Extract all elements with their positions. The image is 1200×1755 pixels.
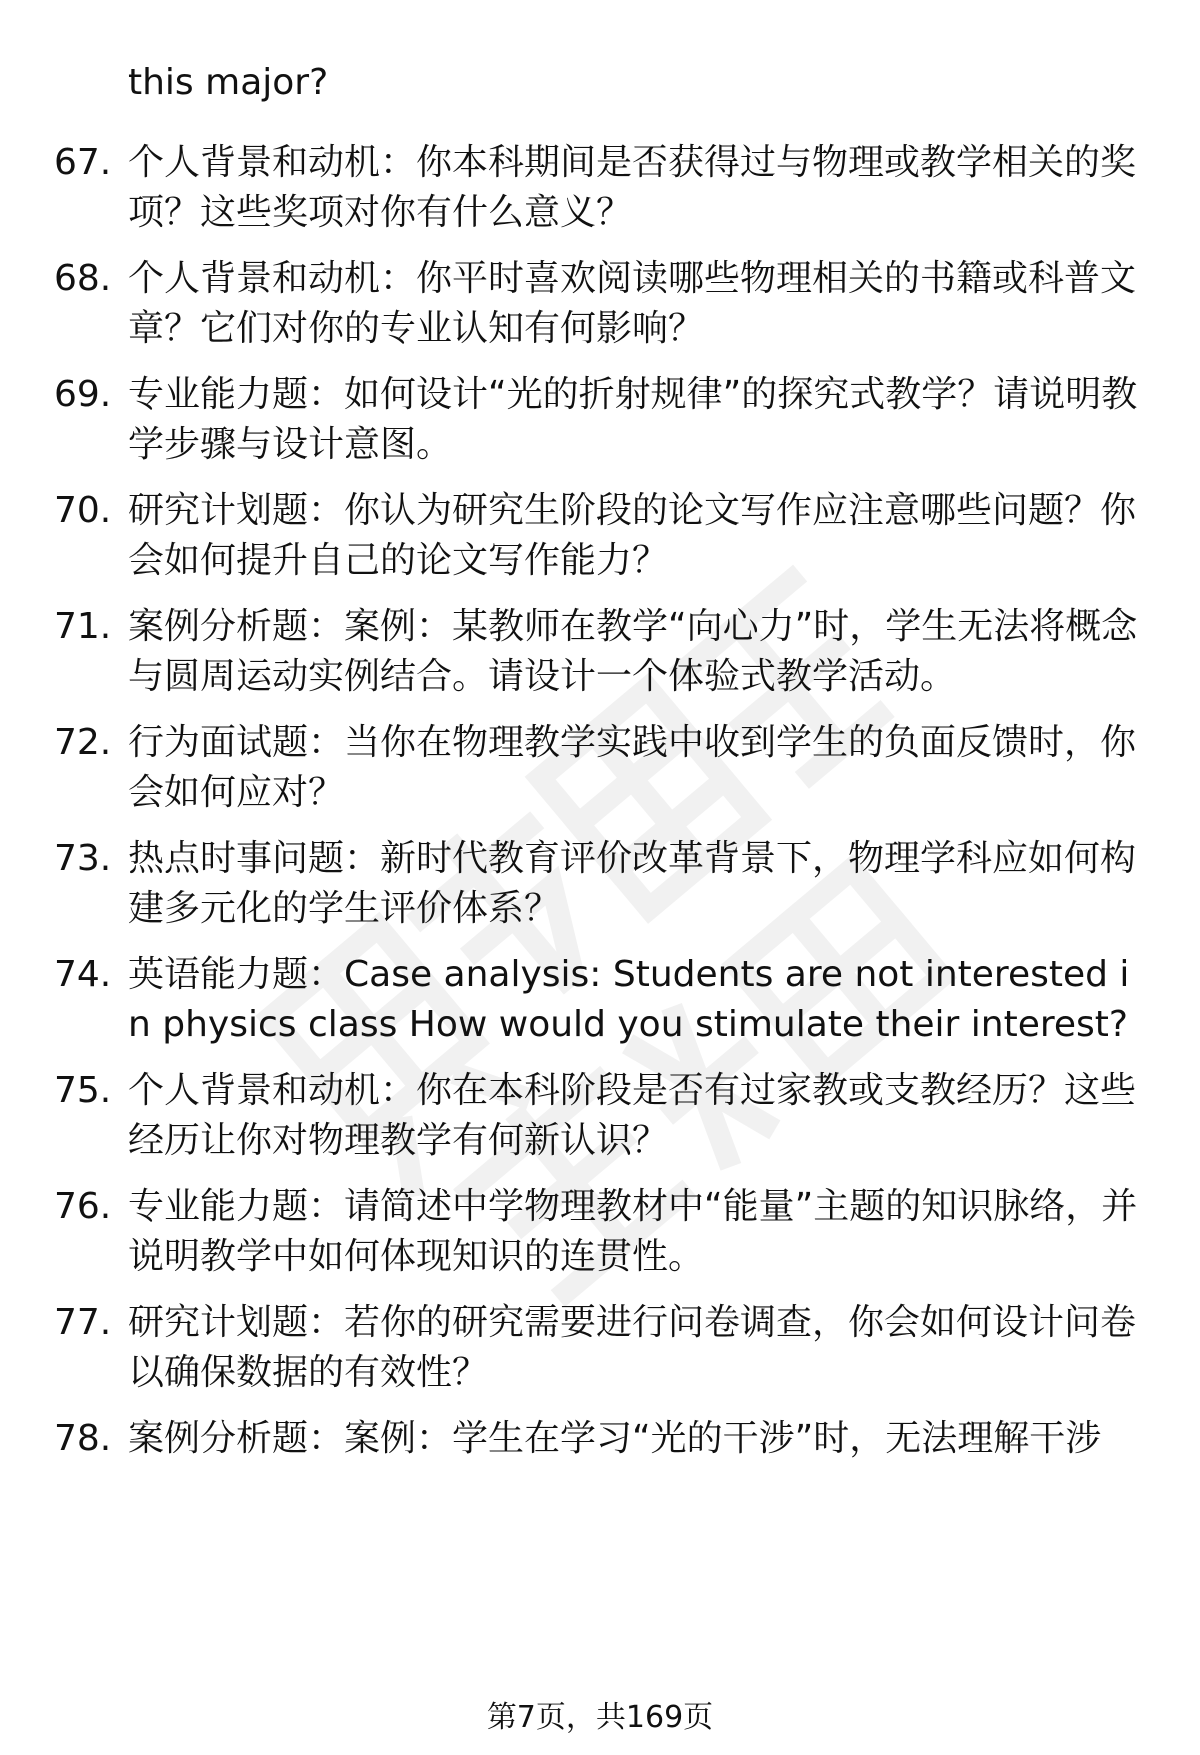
question-text: 案例分析题：案例：某教师在教学“向心力”时，学生无法将概念与圆周运动实例结合。请设计一个体验式教学活动。 (128, 606, 1138, 697)
question-text: 英语能力题：Case analysis: Students are not interested in physics class How would you stimulate their interest? (128, 954, 1130, 1045)
question-number: 72. (54, 722, 112, 763)
question-number: 73. (54, 838, 112, 879)
question-number: 77. (54, 1302, 112, 1343)
question-number: 74. (54, 954, 112, 995)
question-number: 68. (54, 258, 112, 299)
question-text: 热点时事问题：新时代教育评价改革背景下，物理学科应如何构建多元化的学生评价体系？ (128, 838, 1137, 929)
question-number: 75. (54, 1070, 112, 1111)
question-number: 70. (54, 490, 112, 531)
question-number: 71. (54, 606, 112, 647)
page-footer: 第7页，共169页 (486, 1700, 714, 1735)
question-text: 案例分析题：案例：学生在学习“光的干涉”时，无法理解干涉 (128, 1418, 1102, 1459)
question-text: 个人背景和动机：你在本科阶段是否有过家教或支教经历？这些经历让你对物理教学有何新认识？ (128, 1070, 1137, 1161)
question-text: 研究计划题：若你的研究需要进行问卷调查，你会如何设计问卷以确保数据的有效性？ (128, 1302, 1137, 1393)
continuation-text: this major? (128, 62, 329, 103)
question-text: 个人背景和动机：你本科期间是否获得过与物理或教学相关的奖项？这些奖项对你有什么意义？ (128, 142, 1137, 233)
question-number: 76. (54, 1186, 112, 1227)
question-text: 专业能力题：如何设计“光的折射规律”的探究式教学？请说明教学步骤与设计意图。 (128, 374, 1138, 465)
question-number: 67. (54, 142, 112, 183)
question-number: 78. (54, 1418, 112, 1459)
question-text: 行为面试题：当你在物理教学实践中收到学生的负面反馈时，你会如何应对？ (128, 722, 1137, 813)
question-text: 研究计划题：你认为研究生阶段的论文写作应注意哪些问题？你会如何提升自己的论文写作能力？ (128, 490, 1137, 581)
question-number: 69. (54, 374, 112, 415)
question-text: 专业能力题：请简述中学物理教材中“能量”主题的知识脉络，并说明教学中如何体现知识的连贯性。 (128, 1186, 1138, 1277)
question-text: 个人背景和动机：你平时喜欢阅读哪些物理相关的书籍或科普文章？它们对你的专业认知有何影响？ (128, 258, 1137, 349)
